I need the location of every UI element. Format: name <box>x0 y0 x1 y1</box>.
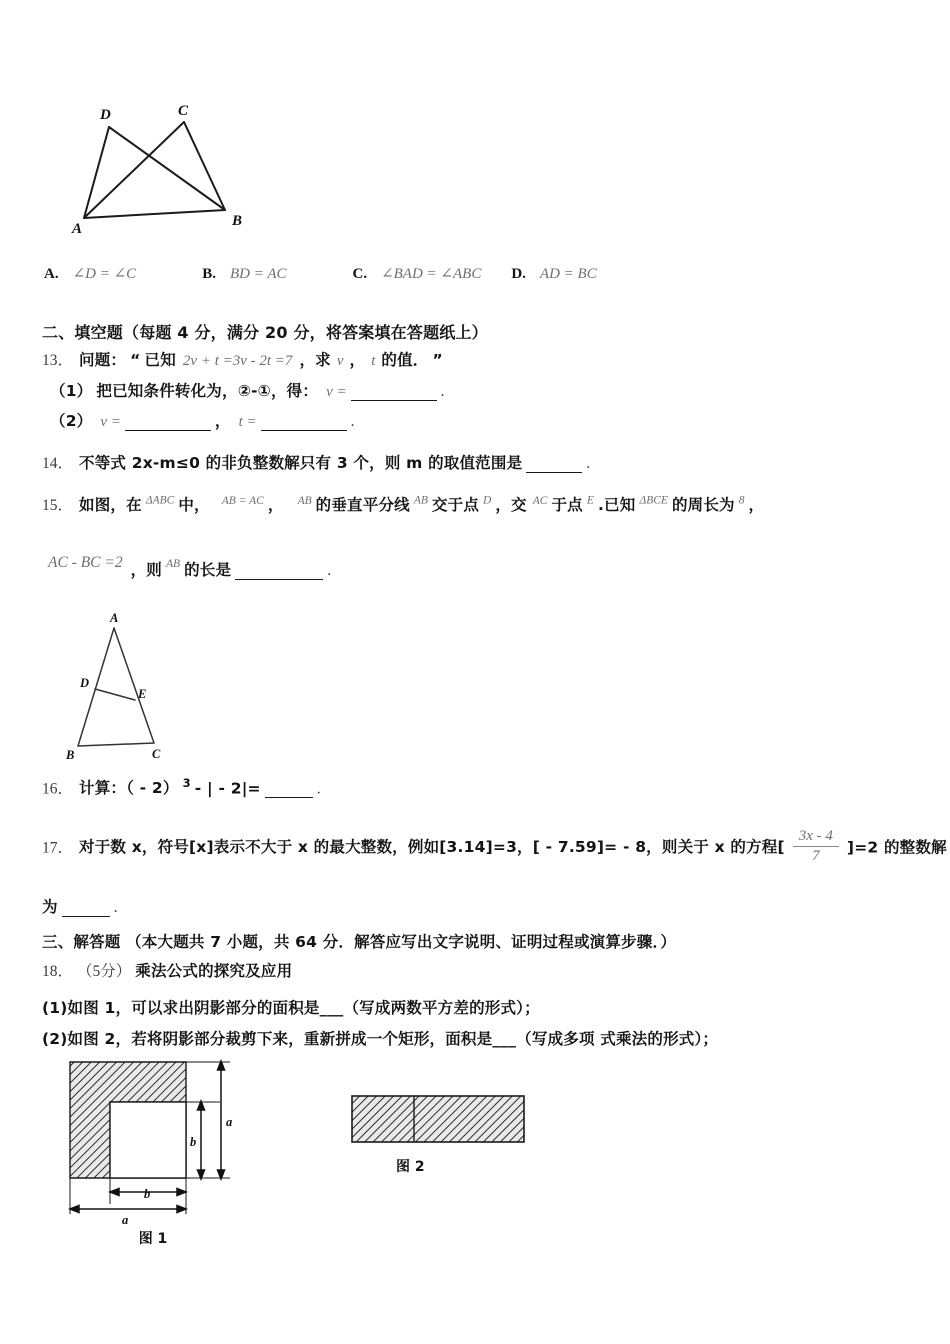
q13-stem-4: 的值． <box>381 351 429 369</box>
figure-1-dimension-a-horizontal: a <box>122 1213 129 1227</box>
q13-quote-close: ” <box>432 351 443 369</box>
q15-line2-t2: 的长是 <box>184 561 232 579</box>
question-18-title <box>42 959 292 981</box>
q13-part2-answer-blank-t[interactable] <box>261 416 347 431</box>
vertex-label-a: A <box>72 221 83 235</box>
choice-b-letter: B. <box>202 266 216 282</box>
q13-part1-answer-blank[interactable] <box>351 386 437 401</box>
q15-t7: 于点 <box>551 496 583 514</box>
q13-equation: 2v + t =3v - 2t =7 <box>182 353 293 369</box>
q15-m5: D <box>483 494 492 507</box>
choice-c-letter: C. <box>352 266 368 282</box>
q15-line2-period: . <box>327 562 332 579</box>
question-13-stem <box>42 348 443 370</box>
q18-title-text: 乘法公式的探究及应用 <box>135 962 293 980</box>
question-18-part-1: (1)如图 1，可以求出阴影部分的面积是___（写成两数平方差的形式）； <box>42 999 540 1017</box>
question-15-line-1 <box>42 493 764 515</box>
q13-var-t: t <box>371 353 376 369</box>
choice-c-text[interactable]: ∠BAD = ∠ABC <box>381 266 482 282</box>
q15-line2-t1: ，则 <box>130 561 163 579</box>
vertex-label-b: B <box>232 213 243 229</box>
q17-text-2: ]=2 的整数解 <box>846 838 947 857</box>
q13-part1-var: v = <box>326 384 347 400</box>
q13-part1-text: 把已知条件转化为，②-①，得： <box>96 382 319 400</box>
vertex-label-a: A <box>110 611 119 625</box>
q13-quote-open: “ <box>130 351 141 369</box>
vertex-label-d: D <box>80 676 90 690</box>
figure-1-dimension-a-vertical: a <box>226 1115 233 1129</box>
q15-m9: 8 <box>738 494 745 507</box>
q15-m3: AB <box>297 494 312 507</box>
figure-2-shaded-rectangle <box>348 1090 548 1200</box>
q16-exponent: 3 <box>182 776 191 790</box>
q14-period: . <box>586 455 591 472</box>
q14-answer-blank[interactable] <box>526 458 582 473</box>
question-13-part-2 <box>50 409 355 431</box>
q15-t10: ， <box>748 496 765 514</box>
figure-1-dimension-b-horizontal: b <box>144 1187 151 1201</box>
choice-a-text[interactable]: ∠D = ∠C <box>72 266 137 282</box>
choice-b-text[interactable]: BD = AC <box>229 266 287 282</box>
q17-fraction-denominator: 7 <box>812 848 820 865</box>
q17-period: . <box>113 899 118 916</box>
q16-text-1: 计算：（ - 2） <box>79 779 179 798</box>
q15-answer-blank[interactable] <box>235 565 323 580</box>
q15-line2-m2: AB <box>166 557 181 570</box>
q15-number: 15． <box>42 497 74 514</box>
question-18-part-2: (2)如图 2，若将阴影部分裁剪下来，重新拼成一个矩形，面积是___（写成多项 式乘法的形式）； <box>42 1030 719 1048</box>
question-13-part-1 <box>50 379 444 401</box>
vertex-label-c: C <box>152 747 161 761</box>
q13-part2-separator: ， <box>214 412 231 430</box>
q13-comma: ， <box>349 351 366 369</box>
figure-1-caption: 图 1 <box>138 1231 168 1247</box>
choice-d-letter: D. <box>511 266 526 282</box>
q17-answer-blank[interactable] <box>62 902 110 917</box>
question-16 <box>42 776 321 798</box>
q14-number: 14． <box>42 455 74 472</box>
question-14 <box>42 451 590 473</box>
q15-m7: E <box>586 494 594 507</box>
vertex-label-d: D <box>100 107 111 123</box>
q16-number: 16． <box>42 780 74 798</box>
q18-number: 18． <box>42 963 74 980</box>
q13-part2-label: （2） <box>50 412 93 430</box>
q14-text: 不等式 2x-m≤0 的非负整数解只有 3 个，则 m 的取值范围是 <box>79 454 523 472</box>
q13-number: 13． <box>42 352 74 369</box>
figure-2-caption: 图 2 <box>396 1159 425 1175</box>
q15-t4: 的垂直平分线 <box>315 496 410 514</box>
q16-text-2: - | - 2|= <box>194 779 261 798</box>
q16-answer-blank[interactable] <box>265 783 313 798</box>
q16-period: . <box>316 780 321 798</box>
q15-t3: ， <box>267 496 284 514</box>
choice-a-letter: A. <box>44 266 59 282</box>
q15-m2: AB = AC <box>221 494 264 507</box>
question-15-line-2 <box>48 550 332 579</box>
section-3-heading: 三、解答题 （本大题共 7 小题，共 64 分．解答应写出文字说明、证明过程或演算步骤．） <box>42 933 677 951</box>
q13-part1-label: （1） <box>50 382 93 400</box>
q13-stem-3: ，求 <box>299 351 331 369</box>
choices-row <box>44 264 597 283</box>
section-2-heading: 二、填空题（每题 4 分，满分 20 分，将答案填在答题纸上） <box>42 323 488 342</box>
q15-m4: AB <box>413 494 428 507</box>
q13-part1-period: . <box>440 383 445 400</box>
q13-part2-period: . <box>350 413 355 430</box>
q13-part2-answer-blank-v[interactable] <box>125 416 211 431</box>
q13-stem-2: 已知 <box>144 351 176 369</box>
q15-t8: .已知 <box>597 496 636 514</box>
crossed-triangles-diagram <box>62 95 272 235</box>
q18-score: （5分） <box>77 963 132 980</box>
q13-part2-var1: v = <box>100 414 121 430</box>
q15-m8: ΔBCE <box>639 494 668 507</box>
q17-number: 17． <box>42 839 74 857</box>
figure-1-dimension-b-vertical: b <box>190 1135 197 1149</box>
q17-fraction-numerator: 3x - 4 <box>793 828 839 847</box>
q15-t5: 交于点 <box>431 496 480 514</box>
vertex-label-c: C <box>178 103 189 119</box>
question-17-answer-line <box>42 895 118 917</box>
q15-m6: AC <box>532 494 548 507</box>
question-17 <box>42 830 947 868</box>
q13-stem-1: 问题： <box>79 351 127 369</box>
q15-line2-m1: AC - BC =2 <box>48 554 123 571</box>
q15-t2: 中， <box>178 496 210 514</box>
q13-var-v: v <box>336 353 344 369</box>
figure-1-shaded-square <box>58 1052 268 1247</box>
q15-t6: ，交 <box>495 496 527 514</box>
q13-part2-var2: t = <box>238 414 257 430</box>
vertex-label-e: E <box>138 687 147 701</box>
q17-fraction <box>793 828 839 866</box>
q15-t1: 如图，在 <box>79 496 142 514</box>
q15-m1: ΔABC <box>145 494 175 507</box>
q17-text-3: 为 <box>42 898 58 916</box>
choice-d-text[interactable]: AD = BC <box>539 266 597 282</box>
q17-text-1: 对于数 x，符号[x]表示不大于 x 的最大整数，例如[3.14]=3，[ - 7.59]= - 8，则关于 x 的方程[ <box>79 838 785 857</box>
q15-t9: 的周长为 <box>671 496 735 514</box>
vertex-label-b: B <box>66 748 75 762</box>
isosceles-triangle-diagram <box>66 608 236 768</box>
